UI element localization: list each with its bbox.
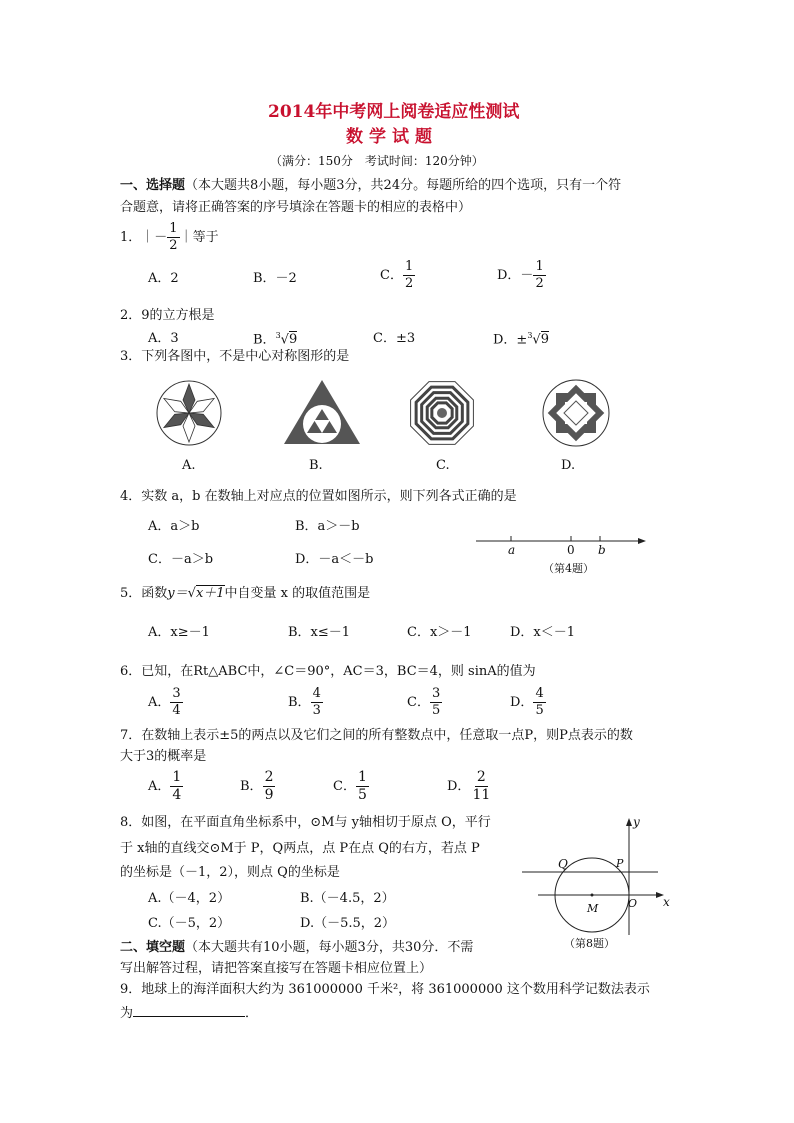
q6-option-d (510, 687, 546, 717)
q4-option-b: B．a＞－b (295, 519, 360, 534)
q4-axis-0: 0 (567, 543, 575, 557)
q6-a-den: 4 (172, 702, 181, 718)
q1-c-den: 2 (404, 275, 414, 291)
q5-stem: 5．函数y＝√x＋1中自变量 x 的取值范围是 (120, 586, 371, 601)
q7-a-label: A． (148, 778, 171, 794)
section1-heading: 一、选择题 (120, 178, 186, 193)
q1-c-num: 1 (404, 259, 414, 274)
q1-abs-left: ｜－ (141, 229, 168, 245)
q7-b-fraction (263, 770, 276, 802)
q1-c-fraction (403, 260, 415, 290)
q9-pre: 为 (120, 1006, 134, 1021)
q2-b-index: 3 (275, 331, 281, 340)
q1-option-a: A．2 (148, 271, 179, 286)
section2-desc-1: （本大题共有10小题，每小题3分，共30分．不需 (185, 940, 474, 955)
q3-figure-d (540, 377, 612, 449)
section1-line1 (120, 179, 621, 192)
q6-b-den: 3 (312, 702, 321, 718)
q6-c-fraction (430, 687, 442, 717)
q5-option-b: B．x≤－1 (288, 625, 351, 640)
q1-option-d (497, 260, 546, 290)
q6-d-num: 4 (535, 686, 544, 701)
q4-stem: 4．实数 a，b 在数轴上对应点的位置如图所示，则下列各式正确的是 (120, 489, 517, 504)
q3-label-b: B. (309, 458, 323, 473)
q8-stem-3: 的坐标是（－1，2），则点 Q的坐标是 (120, 865, 340, 880)
q2-d-index: 3 (527, 331, 533, 340)
q7-a-num: 1 (172, 769, 182, 785)
q8-stem-2: 于 x轴的直线交⊙M于 P，Q两点，点 P在点 Q的右方，若点 P (120, 841, 480, 856)
q6-b-fraction (311, 687, 323, 717)
q7-c-fraction (356, 770, 369, 802)
exam-meta: （满分：150分 考试时间：120分钟） (270, 154, 484, 168)
q5-stem-pre: 5．函数 (120, 586, 168, 601)
q2-d-label: D．± (493, 332, 528, 348)
q8-option-b: B.（－4.5，2） (300, 891, 395, 906)
q4-option-a: A．a＞b (148, 519, 200, 534)
q7-d-den: 11 (472, 786, 491, 803)
q8-option-c: C.（－5，2） (148, 916, 231, 931)
q8-stem-1: 8．如图，在平面直角坐标系中，⊙M与 y轴相切于原点 O，平行 (120, 815, 491, 830)
q5-function: y＝ (167, 586, 188, 601)
q8-option-d: D.（－5.5，2） (300, 916, 396, 931)
q9-stem-2 (120, 1004, 258, 1020)
q5-stem-post: 中自变量 x 的取值范围是 (224, 586, 371, 601)
q7-c-label: C． (333, 778, 356, 794)
q6-option-a (148, 687, 183, 717)
q1-d-num: 1 (535, 259, 544, 274)
q7-b-num: 2 (264, 769, 274, 785)
q5-option-c: C．x＞－1 (407, 625, 472, 640)
q8-label-o: O (628, 897, 638, 910)
q7-stem-1: 7．在数轴上表示±5的两点以及它们之间的所有整数点中，任意取一点P，则P点表示的数 (120, 728, 633, 743)
section2-line1 (120, 941, 473, 954)
q7-d-num: 2 (476, 769, 486, 785)
q5-radicand: x＋1 (195, 586, 225, 601)
q6-d-label: D． (510, 694, 534, 710)
q1-d-fraction (533, 260, 545, 290)
q2-option-b: B．$^3$√9 (253, 331, 298, 348)
q3-label-c: C. (436, 458, 450, 473)
q6-a-fraction (170, 687, 182, 717)
section1-desc-2: 合题意，请将正确答案的序号填涂在答题卡的相应的表格中） (120, 200, 472, 215)
q1-d-den: 2 (535, 275, 544, 291)
q4-option-c: C．－a＞b (148, 552, 214, 567)
q8-coordinate-figure (518, 815, 670, 939)
q1-num: 1． (120, 229, 142, 245)
q2-b-label: B． (253, 332, 276, 348)
q3-figure-c (406, 377, 478, 449)
q8-option-a: A.（－4，2） (148, 891, 231, 906)
q8-label-q: Q (558, 857, 568, 871)
q2-stem: 2．9的立方根是 (120, 308, 215, 323)
q8-caption: （第8题） (564, 937, 615, 950)
section1-desc-1: （本大题共8小题，每小题3分，共24分。每题所给的四个选项，只有一个符 (185, 178, 622, 193)
q7-c-den: 5 (357, 786, 367, 803)
q8-label-m: M (587, 902, 599, 915)
q6-b-num: 4 (312, 686, 321, 701)
q6-stem: 6．已知，在Rt△ABC中，∠C＝90°，AC＝3，BC＝4，则 sinA的值为 (120, 664, 536, 679)
q1-fraction (167, 222, 179, 252)
q2-option-c: C．±3 (373, 331, 416, 346)
q7-option-c (333, 770, 369, 802)
q6-c-den: 5 (431, 702, 441, 718)
q7-option-a (148, 770, 183, 802)
q1-abs-right: ｜等于 (179, 229, 219, 245)
q3-stem: 3．下列各图中，不是中心对称图形的是 (120, 349, 350, 364)
q7-d-fraction (470, 770, 492, 802)
q3-figure-a (154, 378, 224, 448)
q7-option-d (447, 770, 492, 802)
q1-option-b: B．－2 (253, 271, 297, 286)
q7-stem-2: 大于3的概率是 (120, 749, 207, 764)
q5-option-d: D．x＜－1 (510, 625, 576, 640)
page-subtitle: 数学试题 (346, 127, 438, 147)
q2-d-radicand: 9 (540, 332, 549, 348)
q7-option-b (240, 770, 275, 802)
q6-b-label: B． (288, 694, 311, 710)
q3-figure-b (282, 378, 362, 446)
q1-stem (120, 222, 219, 252)
q2-option-a: A．3 (148, 331, 179, 346)
q3-label-d: D. (561, 458, 576, 473)
q8-label-y: y (633, 815, 640, 829)
q9-answer-blank[interactable] (133, 1004, 245, 1017)
q2-option-d: D．±$^3$√9 (493, 331, 549, 348)
q7-b-label: B． (240, 778, 263, 794)
q6-option-c (407, 687, 442, 717)
q1-d-label: D．－ (497, 267, 534, 283)
q6-c-num: 3 (431, 686, 441, 701)
q9-post: ． (245, 1006, 259, 1021)
q4-axis-a: a (508, 543, 516, 557)
q6-a-label: A． (148, 694, 171, 710)
q9-stem-1: 9．地球上的海洋面积大约为 361000000 千米²，将 361000000 这个数用科学记数法表示 (120, 982, 650, 997)
q6-option-b (288, 687, 323, 717)
q1-frac-num: 1 (169, 221, 178, 236)
q3-label-a: A. (182, 458, 196, 473)
section2-desc-2: 写出解答过程，请把答案直接写在答题卡相应位置上） (120, 961, 433, 976)
q7-c-num: 1 (357, 769, 367, 785)
q4-number-line (476, 533, 648, 553)
q2-b-radicand: 9 (288, 332, 298, 348)
q5-option-a: A．x≥－1 (148, 625, 210, 640)
q4-option-d: D．－a＜－b (295, 552, 374, 567)
q6-a-num: 3 (172, 686, 181, 701)
q7-d-label: D． (447, 778, 471, 794)
q7-b-den: 9 (264, 786, 274, 803)
q8-label-x: x (663, 895, 670, 909)
q1-option-c (380, 260, 415, 290)
page-title: 2014年中考网上阅卷适应性测试 (268, 102, 520, 122)
q4-caption: （第4题） (543, 562, 594, 575)
q6-d-den: 5 (535, 702, 544, 718)
q1-c-label: C． (380, 267, 403, 283)
q6-c-label: C． (407, 694, 430, 710)
q1-frac-den: 2 (169, 237, 178, 253)
q8-label-p: P (616, 857, 624, 870)
q7-a-fraction (170, 770, 183, 802)
q4-axis-b: b (598, 543, 606, 557)
q6-d-fraction (533, 687, 545, 717)
q7-a-den: 4 (172, 786, 182, 803)
section2-heading: 二、填空题 (120, 940, 186, 955)
